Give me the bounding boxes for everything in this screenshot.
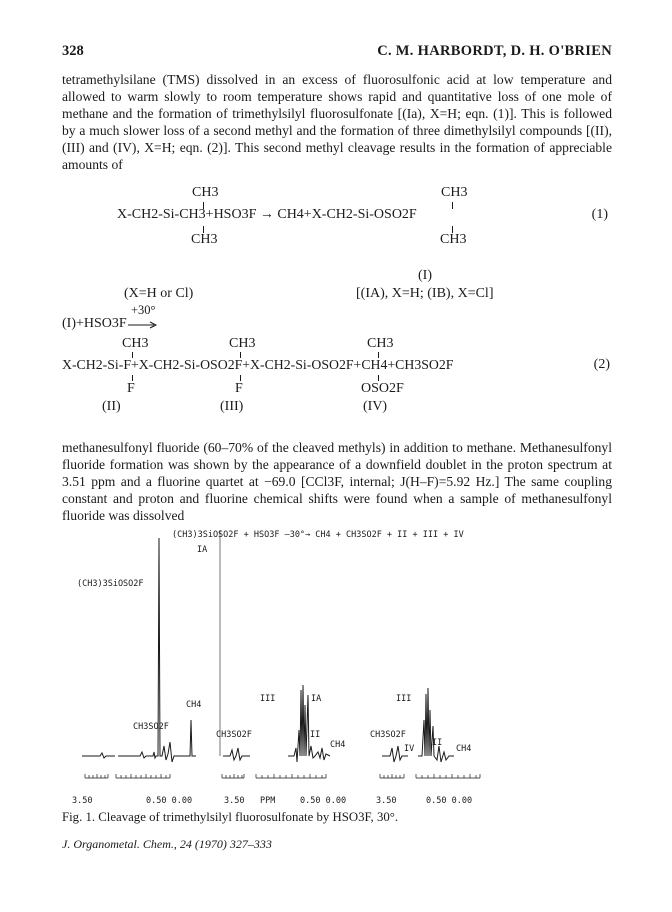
spec1-label-ch3so2f: CH3SO2F	[133, 722, 169, 732]
spec3-label-ii: II	[432, 738, 443, 748]
page-number: 328	[62, 43, 84, 59]
axis-label-6: 0.50 0.00	[426, 796, 473, 806]
eq1-main-line: X-CH2-Si-CH3+HSO3F → CH4+X-CH2-Si-OSO2F	[117, 207, 417, 222]
spec2-label-ia: IA	[311, 694, 322, 704]
eq2-main-line: X-CH2-Si-F+X-CH2-Si-OSO2F+X-CH2-Si-OSO2F+CH4+CH3SO2F	[62, 357, 454, 372]
eq1-x-note: (X=H or Cl)	[124, 286, 194, 301]
spec1-label-ch4: CH4	[186, 700, 202, 710]
eq2-start: (I)+HSO3F	[62, 316, 127, 331]
axis-label-1: 3.50	[72, 796, 93, 806]
spec3-label-iv: IV	[404, 744, 415, 754]
spec2-label-ii: II	[310, 730, 321, 740]
eq2-top-ch3-2: CH3	[229, 336, 256, 351]
eq2-label-iv: (IV)	[363, 399, 388, 414]
eq2-bottom-oso2f: OSO2F	[361, 381, 404, 396]
paragraph-1: tetramethylsilane (TMS) dissolved in an excess of fluorosulfonic acid at low temperature and allowed to warm slowly to room temperature shows rapid and quantitative loss of one mole of methane and the formation of trimethylsilyl fluorosulfonate [(Ia), X=H; eqn. (1)]. This is followed by a much slower loss of a second methyl and the formation of three dimethylsilyl compounds [(II), (III) and (IV), X=H; eqn. (2)]. This second methyl cleavage results in the formation of appreciable amounts of	[62, 72, 612, 172]
eq2-number: (2)	[593, 357, 610, 372]
eq1-number: (1)	[591, 207, 608, 222]
figure-caption: Fig. 1. Cleavage of trimethylsilyl fluorosulfonate by HSO3F, 30°.	[62, 810, 399, 824]
eq1-bond-up-right	[452, 202, 453, 209]
spec2-label-ch3so2f: CH3SO2F	[216, 730, 252, 740]
nmr-spectra-figure	[60, 520, 540, 800]
eq2-bottom-f-2: F	[235, 381, 243, 396]
eq1-product-note: [(IA), X=H; (IB), X=Cl]	[356, 286, 494, 301]
eq2-condition: +30°	[131, 303, 156, 317]
eq1-product-label: (I)	[418, 268, 432, 283]
eq2-top-ch3-3: CH3	[367, 336, 394, 351]
axis-label-3: 3.50	[224, 796, 245, 806]
paragraph-2: methanesulfonyl fluoride (60–70% of the cleaved methyls) in addition to methane. Methanesulfonyl fluoride formation was shown by the appearance of a downfield doublet in the proton spectrum at 3.51 ppm and a fluorine quartet at −69.0 [CCl3F, internal; J(H–F)=5.92 Hz.] The same coupling constant and proton and fluorine chemical shifts were found when a sample of methanesulfonyl fluoride was dissolved	[62, 440, 612, 523]
eq1-bottom-right-ch3: CH3	[440, 232, 467, 247]
figure-label-tms: (CH3)3SiOSO2F	[77, 579, 144, 589]
eq2-bottom-f-1: F	[127, 381, 135, 396]
axis-label-4: 0.50 0.00	[300, 796, 347, 806]
eq2-label-ii: (II)	[102, 399, 121, 414]
spec2-label-iii: III	[260, 694, 276, 704]
eq1-top-right-ch3: CH3	[441, 185, 468, 200]
eq1-top-left-ch3: CH3	[192, 185, 219, 200]
eq1-bottom-left-ch3: CH3	[191, 232, 218, 247]
axis-label-5: 3.50	[376, 796, 397, 806]
axis-label-2: 0.50 0.00	[146, 796, 193, 806]
eq2-arrow	[128, 321, 158, 329]
axis-label-ppm: PPM	[260, 796, 276, 806]
eq2-top-ch3-1: CH3	[122, 336, 149, 351]
spec3-label-ch3so2f: CH3SO2F	[370, 730, 406, 740]
figure-reaction-line: (CH3)3SiOSO2F + HSO3F —30°→ CH4 + CH3SO2F + II + III + IV	[172, 530, 464, 540]
figure-reaction-sub-ia: IA	[197, 545, 208, 555]
eq2-label-iii: (III)	[220, 399, 244, 414]
spec3-label-iii: III	[396, 694, 412, 704]
spec3-label-ch4: CH4	[456, 744, 472, 754]
running-header-authors: C. M. HARBORDT, D. H. O'BRIEN	[377, 43, 612, 59]
spec2-label-ch4: CH4	[330, 740, 346, 750]
journal-footer: J. Organometal. Chem., 24 (1970) 327–333	[62, 837, 272, 851]
